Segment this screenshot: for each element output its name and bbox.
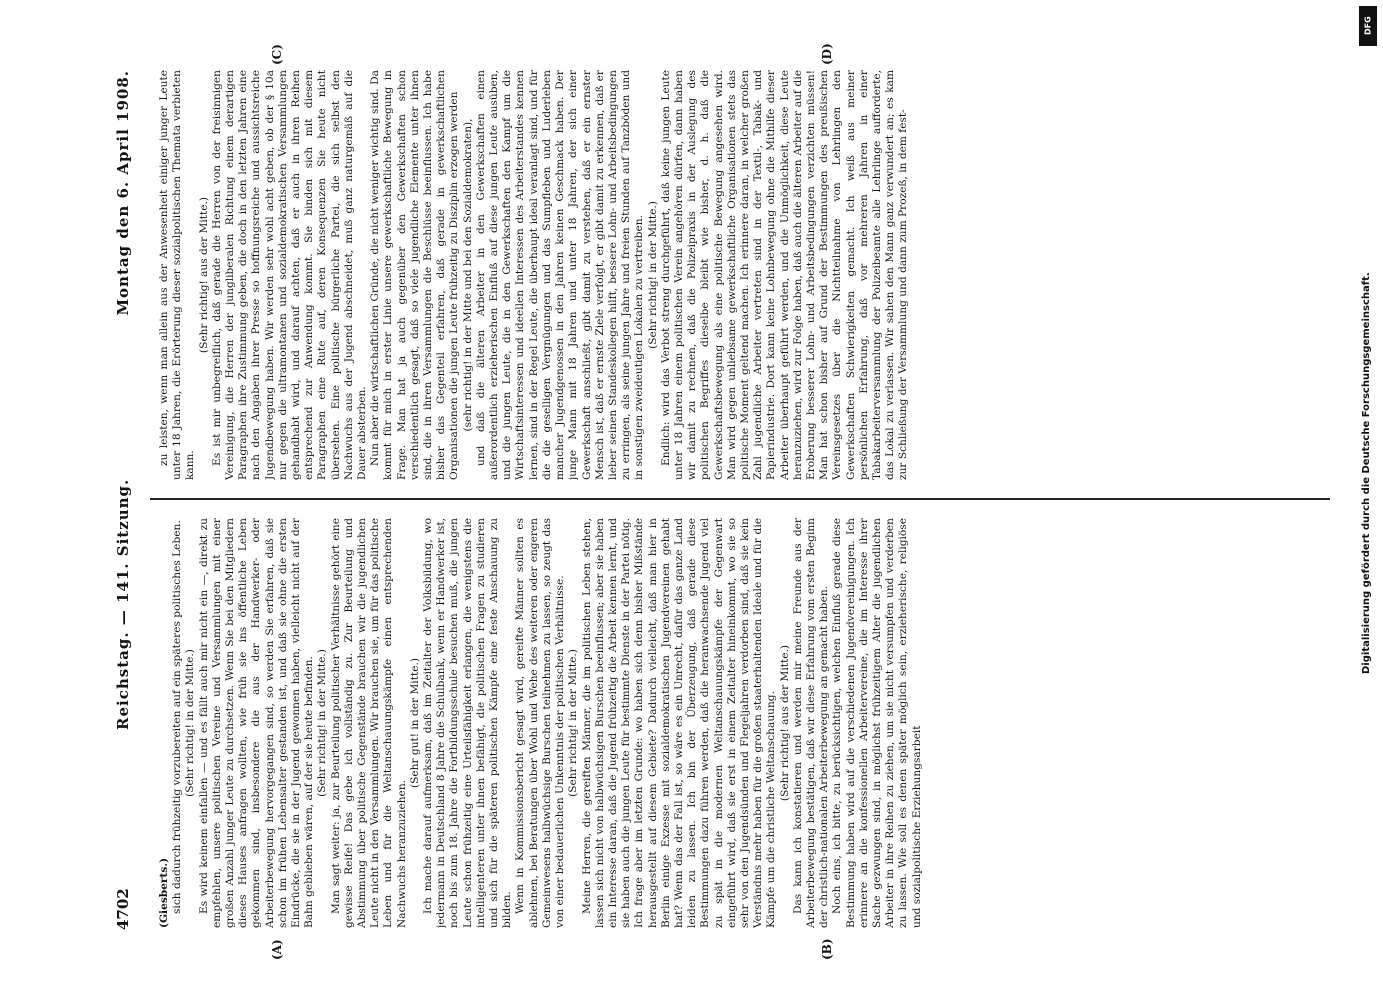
session-title: Reichstag. — 141. Sitzung. (114, 478, 132, 730)
margin-marker-c: (C) (270, 44, 284, 65)
digitization-credit: Digitalisierung gefördert durch die Deutsche Forschungsgemeinschaft. (1361, 272, 1372, 674)
page-header (114, 70, 142, 930)
interjection: (Sehr gut! in der Mitte.) (408, 658, 421, 788)
interjection: (Sehr richtig! in der Mitte.) (646, 201, 659, 349)
margin-marker-b: (B) (820, 938, 834, 960)
margin-marker-d: (D) (820, 43, 834, 65)
paragraph: sich dadurch frühzeitig vorzubereiten auf ein späteres politisches Leben. (171, 520, 184, 914)
rotated-page-content (80, 0, 1380, 1000)
page-number: 4702 (114, 888, 132, 930)
paragraph: Ich mache darauf aufmerksam, daß im Zeitalter der Volksbildung, wo jedermann in Deutschland 8 Jahre die Schulbank, wenn er Handwerker ist, noch bis zum 18. Jahre die Fortbildungsschule besuchen muß, die jungen Leute schon frühzeitig eine Urteilsfähigkeit erlangen, die wenigstens die intelligenteren unter ihnen befähigt, die politischen Fragen zu studieren und sich für die späteren politischen Kämpfe eine feste Anschauung zu bilden. (422, 518, 514, 928)
interjection: (Sehr richtig! aus der Mitte.) (197, 196, 210, 354)
paragraph: Noch eins, ich bitte, zu berücksichtigen, welchen Einfluß gerade diese Bestimmung haben wird auf die verschiedenen Jugendvereinigungen. Ich erinnere an die konfessionellen Arbeitervereine, die im Interesse ihrer Sache gezwungen sind, in möglichst frühzeitigem Alter die jugendlichen Arbeiter in ihre Reihen zu ziehen, um sie nicht versumpfen und verderben zu lassen. Wie soll es denen später möglich sein, erzieherische, religiöse und sozialpolitische Erziehungsarbeit (831, 518, 923, 928)
interjection: (sehr richtig! in der Mitte und bei den Sozialdemokraten), (461, 118, 474, 432)
left-text-column (158, 518, 1318, 928)
margin-marker-a: (A) (270, 939, 284, 960)
paragraph: zu leisten, wenn man allein aus der Anwesenheit einiger junger Leute unter 18 Jahren, die Erörterung dieser sozialpolitischen Themata verbieten kann. (158, 70, 197, 480)
paragraph: Meine Herren, die gereiften Männer, die im politischen Leben stehen, lassen sich nicht von halbwüchsigen Burschen beeinflussen; aber sie haben ein Interesse daran, daß die Jugend frühzeitig die Arbeit kennen lernt, und sie haben auch die jungen Leute für bestimmte Dienste in der Partei nötig. Ich frage aber im letzten Grunde: wo haben sich denn bisher Mißstände herausgestellt auf diesem Gebiete? Dadurch vielleicht, daß man hier in Berlin einige Exzesse mit sozialdemokratischen Jugendvereinen gehabt hat? Wenn das der Fall ist, so wäre es ein Unrecht, dafür das ganze Land leiden zu lassen. Ich bin der Überzeugung, daß gerade diese Bestimmungen dazu führen werden, daß die heranwachsende Jugend viel zu spät in die modernen Weltanschauungskämpfe der Gegenwart eingeführt wird, daß sie erst in einem Zeitalter hineinkommt, wo sie so sehr von den Jugendsünden und Flegeljahren verdorben sind, daß sie kein Verständnis mehr haben für die großen staaterhaltenden Ideale und für die Kämpfe um die christliche Weltanschauung. (580, 518, 778, 928)
session-date: Montag den 6. April 1908. (114, 70, 132, 316)
dfg-logo: DFG (1359, 6, 1377, 46)
paragraph: und daß die älteren Arbeiter in den Gewerkschaften einen außerordentlich erzieherischen Einfluß auf diese jungen Leute ausüben, und die jungen Leute, die in den Gewerkschaften den Kampf um die Wirtschaftsinteressen und ideellen Interessen des Arbeiterstandes kennen lernen, sind in der Regel Leute, die überhaupt ideal veranlagt sind, und für die die geselligen Vergnügungen und das Sumpfleben und Luderleben mancher Jugendgenossen in den Jahren keinen Geschmack haben. Der junge Mann mit 18 Jahren und unter 18 Jahren, der sich einer Gewerkschaft anschließt, gibt damit zu verstehen, daß er ein ernster Mensch ist, daß er ernste Ziele verfolgt, er gibt damit zu erkennen, daß er lieber seinen Standeskollegen hilft, bessere Lohn- und Arbeitsbedingungen zu erringen, als seine jungen Jahre und freien Stunden auf Tanzböden und in sonstigen zweideutigen Lokalen zu vertreiben. (474, 70, 646, 480)
paragraph: Man sagt weiter: ja, zur Beurteilung politischer Verhältnisse gehört eine gewisse Reife! Das gebe ich vollständig zu. Zur Beurteilung und Abstimmung über politische Gegenstände brauchen wir die jugendlichen Leute nicht in den Versammlungen. Wir brauchen sie, um für das politische Leben und für die Weltanschauungskämpfe einen entsprechenden Nachwuchs heranzuziehen. (329, 518, 408, 928)
paragraph: Wenn in Kommissionsbericht gesagt wird, gereifte Männer sollten es ablehnen, bei Beratungen über Wohl und Wehe des weiteren oder engeren Gemeinwesens halbwüchsige Burschen teilnehmen zu lassen, so zeugt das von einer bedauerlichen Unkenntnis der politischen Verhältnisse. (514, 518, 567, 928)
interjection: (Sehr richtig! aus der Mitte.) (778, 644, 791, 802)
paragraph: Nun aber die wirtschaftlichen Gründe, die nicht weniger wichtig sind. Da kommt für mich in erster Linie unsere gewerkschaftliche Bewegung in Frage. Man hat ja auch gegenüber den Gewerkschaften schon verschiedentlich gesagt, daß so viele jugendliche Elemente unter ihnen sind, die in ihren Versammlungen die Beschlüsse beeinflussen. Ich habe bisher das Gegenteil erfahren, daß gerade in gewerkschaftlichen Organisationen die jungen Leute frühzeitig zu Disziplin erzogen werden (369, 70, 461, 480)
interjection: (Sehr richtig! in der Mitte.) (316, 649, 329, 797)
interjection: (Sehr richtig! in der Mitte.) (567, 649, 580, 797)
dfg-sidebar (1358, 0, 1380, 1000)
paragraph: Das kann ich konstatieren und werden mir meine Freunde aus der Arbeiterbewegung bestätigen, daß wir diese Erfahrung vom ersten Beginn der christlich-nationalen Arbeiterbewegung an gemacht haben. (791, 518, 831, 928)
paragraph: Es wird keinem einfallen — und es fällt auch mir nicht ein —, direkt zu empfehlen, unsere politischen Vereine und Versammlungen mit einer großen Anzahl junger Leute zu durchsetzen. Wenn Sie bei den Mitgliedern dieses Hauses anfragen wollten, wie früh sie ins öffentliche Leben gekommen sind, insbesondere die aus der Handwerker- oder Arbeiterbewegung hervorgegangen sind, so werden Sie erfahren, daß sie schon im frühen Lebensalter gestanden ist, und daß sie ohne die ersten Eindrücke, die sie in der Jugend gewonnen haben, vielleicht nicht auf der Bahn geblieben wären, auf der sie heute befinden. (197, 518, 316, 928)
column-divider (150, 499, 1330, 501)
paragraph: Es ist mir unbegreiflich, daß gerade die Herren von der freisinnigen Vereinigung, die Herren der jungliberalen Richtung einem derartigen Paragraphen ihre Zustimmung geben, die doch in den letzten Jahren eine nach den Angaben ihrer Presse so hoffnungsreiche und aussichtsreiche Jugendbewegung haben. Wir werden sehr wohl acht geben, ob der § 10a nur gegen die ultramontanen und sozialdemokratischen Versammlungen gehandhabt wird, und darauf achten, daß er auch in ihren Reihen entsprechend zur Anwendung kommt. Sie binden sich mit diesem Paragraphen eine Rute auf, deren Konsequenzen Sie heute nicht übersehen. Eine politische bürgerliche Partei, die sich selbst den Nachwuchs aus der Jugend abschneidet, muß ganz naturgemäß auf die Dauer absterben. (210, 70, 369, 480)
speaker-name: (Giesberts.) (158, 857, 170, 928)
interjection: (Sehr richtig! in der Mitte.) (184, 649, 197, 797)
paragraph: Endlich: wird das Verbot streng durchgeführt, daß keine jungen Leute unter 18 Jahren einem politischen Verein angehören dürfen, dann haben wir damit zu rechnen, daß die Polizeipraxis in der Auslegung des politischen Begriffes dieselbe bleibt wie bisher, d. h. daß die Gewerkschaftsbewegung als eine politische Bewegung angesehen wird. Man wird gegen unliebsame gewerkschaftliche Organisationen stets das politische Moment geltend machen. Ich erinnere daran, in welcher großen Zahl jugendliche Arbeiter vertreten sind in der Textil-, Tabak- und Papierindustrie. Dort kann keine Lohnbewegung ohne die Mithilfe dieser Arbeiter überhaupt geführt werden, und die Unmöglichkeit, diese Leute heranzuziehen, wird zur Folge haben, daß auch die älteren Arbeiter auf die Eroberung besserer Lohn- und Arbeitsbedingungen verzichten müssen! Man hat schon bisher auf Grund der Bestimmungen des preußischen Vereinsgesetzes über die Nichtteilnahme von Lehrlingen den Gewerkschaften Schwierigkeiten gemacht. Ich weiß aus meiner persönlichen Erfahrung, daß vor mehreren Jahren in einer Tabakarbeiterversammlung der Polizeibeamte alle Lehrlinge aufforderte, das Lokal zu verlassen. Wir sahen den Mann ganz verwundert an; es kam zur Schließung der Versammlung und dann zum Prozeß, in dem fest- (659, 70, 910, 480)
right-text-column (158, 70, 1318, 480)
